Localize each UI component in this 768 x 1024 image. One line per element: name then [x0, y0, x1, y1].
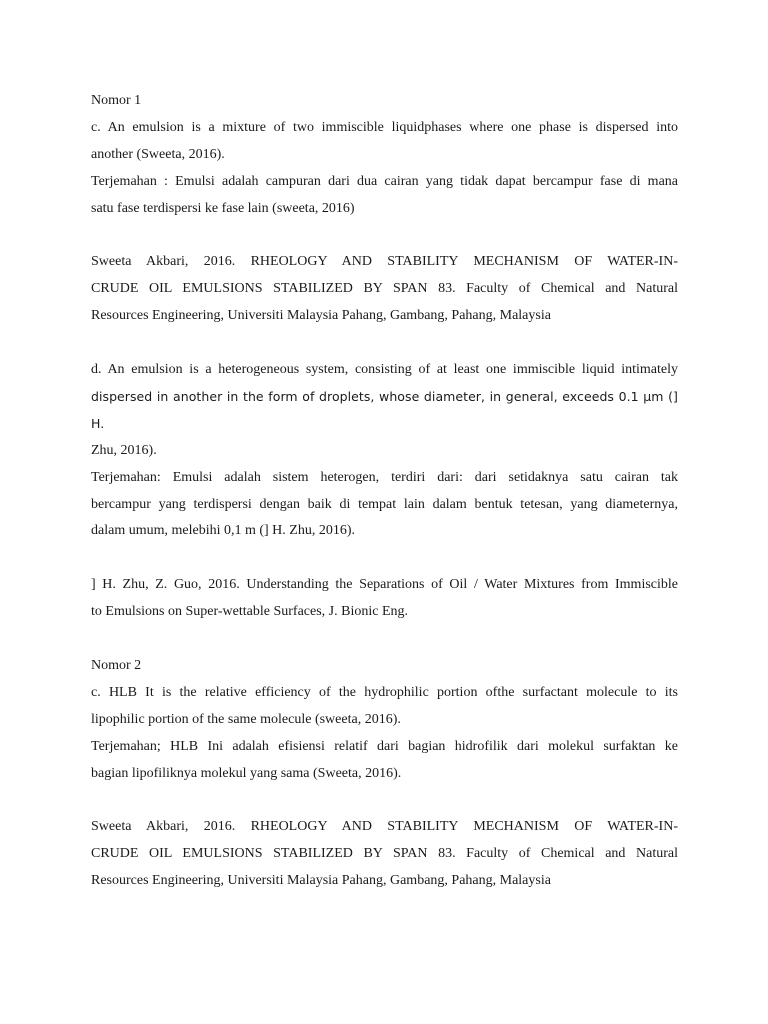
section-1-item-c-translation-line-2: satu fase terdispersi ke fase lain (sweeta, 2016) — [91, 200, 355, 216]
section-1-reference-c-line-1: Sweeta Akbari, 2016. RHEOLOGY AND STABILITY MECHANISM OF WATER-IN- — [91, 254, 678, 270]
section-1-item-d-line-2: dispersed in another in the form of droplets, whose diameter, in general, exceeds 0.1 µm (] H. — [91, 388, 678, 431]
section-2-reference-c-line-1: Sweeta Akbari, 2016. RHEOLOGY AND STABILITY MECHANISM OF WATER-IN- — [91, 819, 678, 835]
section-1-reference-c-line-3: Resources Engineering, Universiti Malaysia Pahang, Gambang, Pahang, Malaysia — [91, 308, 551, 324]
section-2-reference-c-line-2: CRUDE OIL EMULSIONS STABILIZED BY SPAN 83. Faculty of Chemical and Natural — [91, 846, 678, 862]
document-body — [91, 88, 678, 895]
paragraph-spacer — [91, 788, 678, 815]
section-1-reference-d-line-1: ] H. Zhu, Z. Guo, 2016. Understanding the Separations of Oil / Water Mixtures from Immiscible — [91, 577, 678, 593]
paragraph-spacer — [91, 223, 678, 250]
section-1-heading: Nomor 1 — [91, 93, 142, 108]
section-2-item-c-line-1: c. HLB It is the relative efficiency of the hydrophilic portion ofthe surfactant molecule to its — [91, 684, 678, 700]
section-1-item-c-line-2: another (Sweeta, 2016). — [91, 146, 225, 162]
section-1-reference-d-line-2: to Emulsions on Super-wettable Surfaces, J. Bionic Eng. — [91, 604, 409, 620]
section-2-item-c-line-2: lipophilic portion of the same molecule (sweeta, 2016). — [91, 711, 401, 727]
paragraph-spacer — [91, 626, 678, 653]
section-1-item-d-line-1: d. An emulsion is a heterogeneous system, consisting of at least one immiscible liquid intimately — [91, 362, 678, 378]
section-1-item-d-translation-line-1: Terjemahan: Emulsi adalah sistem heterogen, terdiri dari: dari setidaknya satu cairan tak — [91, 469, 678, 485]
section-2-reference-c-line-3: Resources Engineering, Universiti Malaysia Pahang, Gambang, Pahang, Malaysia — [91, 873, 551, 889]
section-1-reference-c-line-2: CRUDE OIL EMULSIONS STABILIZED BY SPAN 83. Faculty of Chemical and Natural — [91, 281, 678, 297]
section-1-item-d-line-3: Zhu, 2016). — [91, 442, 157, 458]
section-2-item-c-translation-line-1: Terjemahan; HLB Ini adalah efisiensi relatif dari bagian hidrofilik dari molekul surfaktan ke — [91, 738, 678, 754]
paragraph-spacer — [91, 330, 678, 357]
section-1-item-c-line-1: c. An emulsion is a mixture of two immiscible liquidphases where one phase is dispersed into — [91, 119, 678, 135]
section-2-heading: Nomor 2 — [91, 657, 142, 673]
section-1-item-d-translation-line-2: bercampur yang terdispersi dengan baik di tempat lain dalam bentuk tetesan, yang diameternya, — [91, 496, 678, 512]
section-2-item-c-translation-line-2: bagian lipofiliknya molekul yang sama (Sweeta, 2016). — [91, 765, 402, 781]
section-1-item-c-translation-line-1: Terjemahan : Emulsi adalah campuran dari dua cairan yang tidak dapat bercampur fase di mana — [91, 173, 678, 189]
paragraph-spacer — [91, 545, 678, 572]
section-1-item-d-translation-line-3: dalam umum, melebihi 0,1 m (] H. Zhu, 2016). — [91, 523, 356, 539]
